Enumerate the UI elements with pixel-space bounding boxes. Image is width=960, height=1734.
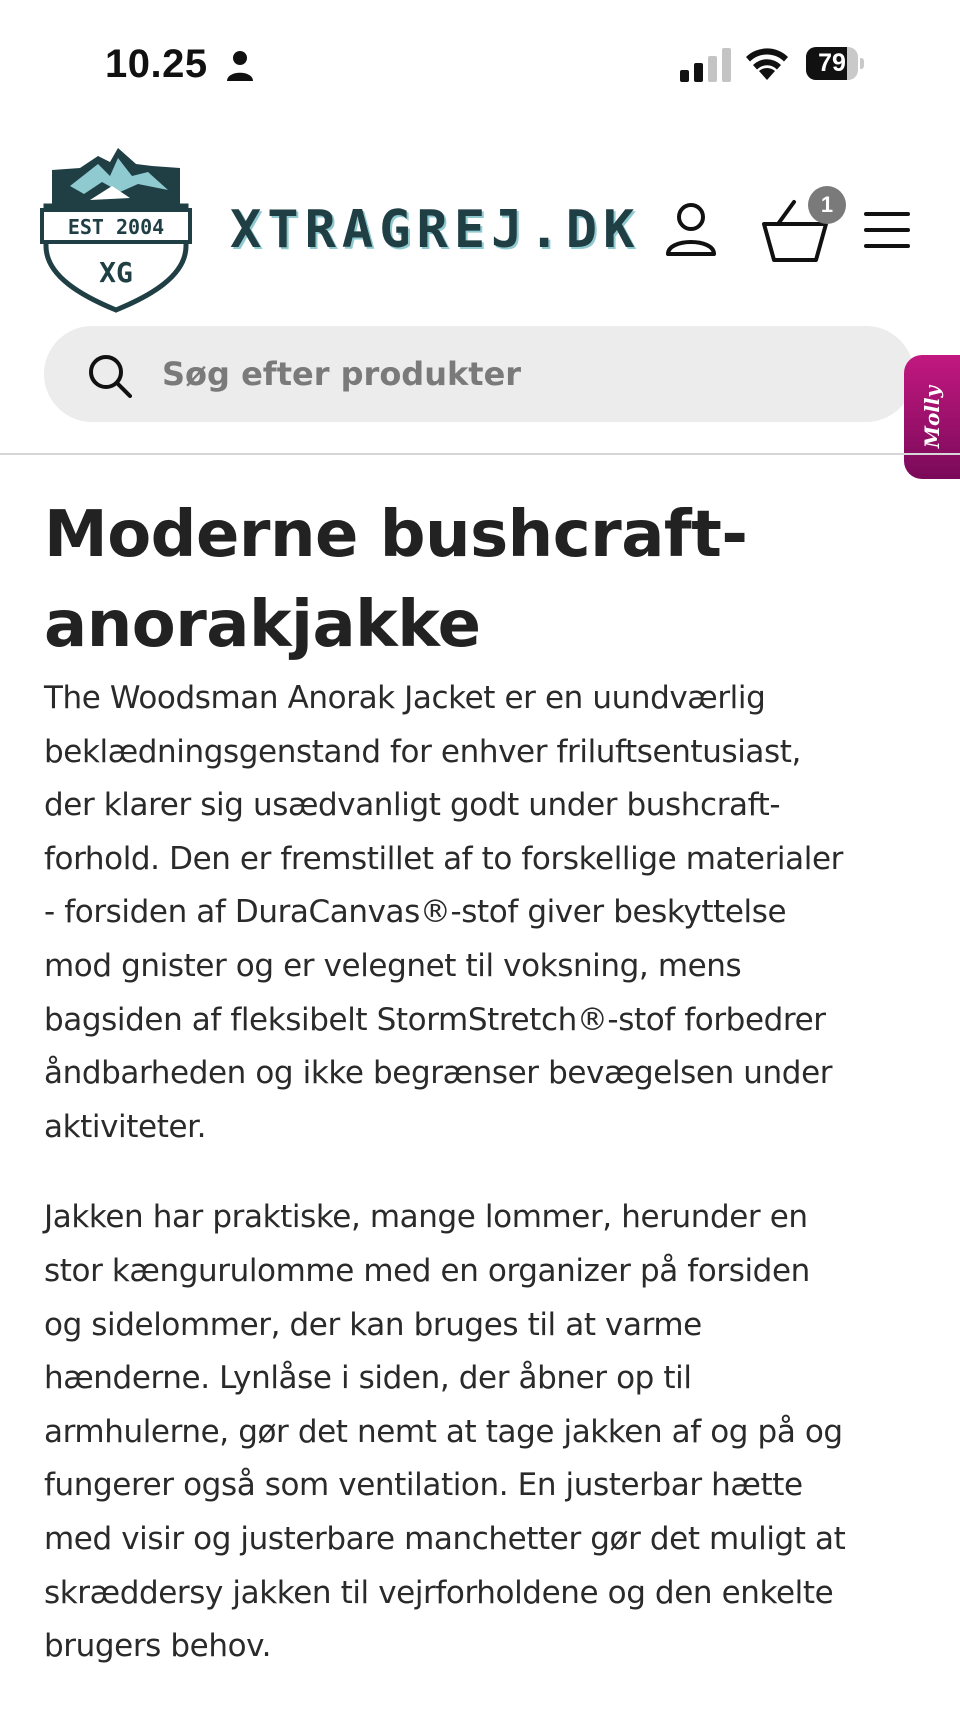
cart-count-badge: 1 (808, 186, 846, 224)
person-icon (226, 50, 254, 82)
article (44, 490, 916, 1674)
text-line: The Woodsman Anorak Jacket er en uundværlig (44, 680, 766, 716)
search-input[interactable] (162, 326, 862, 422)
text-line: med visir og justerbare manchetter gør det muligt at (44, 1520, 846, 1557)
logo-initials: XG (99, 256, 133, 289)
brand-name[interactable]: XTRAGREJ.DK (230, 200, 641, 260)
molly-label: Molly (920, 385, 944, 449)
cart-button[interactable] (760, 186, 840, 264)
wifi-icon (745, 46, 789, 80)
text-line: - forsiden af DuraCanvas®-stof giver beskyttelse (44, 894, 787, 931)
header-divider (0, 453, 960, 455)
menu-icon (862, 208, 912, 252)
title-line: Moderne bushcraft- (44, 498, 748, 572)
text-line: mod gnister og er velegnet til voksning, mens (44, 947, 742, 984)
text-line: hænderne. Lynlåse i siden, der åbner op til (44, 1360, 692, 1397)
text-line: skræddersy jakken til vejrforholdene og den enkelte (44, 1574, 834, 1611)
logo-est-text: EST 2004 (67, 215, 165, 239)
text-line: Jakken har praktiske, mange lommer, herunder en (44, 1199, 808, 1236)
text-line: der klarer sig usædvanligt godt under bushcraft- (44, 787, 781, 824)
battery-level: 79 (818, 49, 846, 77)
text-line: armhulerne, gør det nemt at tage jakken af og på og (44, 1413, 843, 1450)
search-icon[interactable] (88, 354, 132, 398)
site-header (0, 130, 960, 320)
text-line: forhold. Den er fremstillet af to forskellige materialer (44, 840, 843, 877)
search-bar[interactable] (44, 326, 914, 422)
logo[interactable] (40, 146, 192, 314)
account-button[interactable] (664, 202, 718, 258)
text-line: og sidelommer, der kan bruges til at varme (44, 1306, 702, 1343)
status-bar (0, 0, 960, 120)
menu-button[interactable] (862, 208, 912, 252)
page-title (44, 490, 916, 670)
text-line: bagsiden af fleksibelt StormStretch®-stof forbedrer (44, 1001, 826, 1038)
account-icon (664, 202, 718, 258)
signal-icon (680, 48, 732, 82)
text-line: fungerer også som ventilation. En justerbar hætte (44, 1467, 803, 1504)
text-line: beklædningsgenstand for enhver friluftsentusiast, (44, 733, 801, 770)
battery-icon (806, 47, 864, 80)
text-line: brugers behov. (44, 1628, 272, 1665)
paragraph-2 (44, 1191, 916, 1673)
molly-tab[interactable] (904, 355, 960, 479)
text-line: åndbarheden og ikke begrænser bevægelsen under (44, 1055, 833, 1092)
status-time: 10.25 (105, 42, 208, 86)
text-line: stor kængurulomme med en organizer på forsiden (44, 1252, 810, 1289)
text-line: aktiviteter. (44, 1108, 207, 1145)
title-line: anorakjakke (44, 588, 481, 662)
paragraph-1 (44, 672, 916, 1154)
